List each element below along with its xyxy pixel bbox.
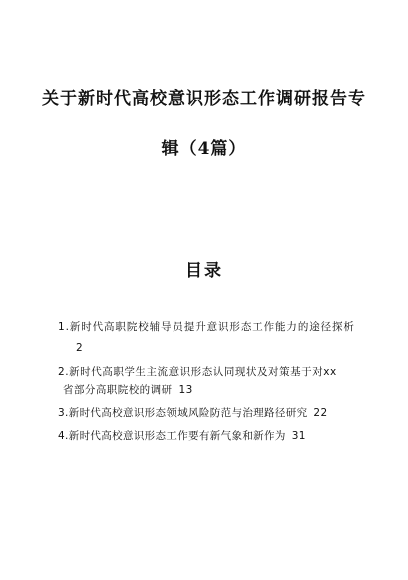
toc-entry-3-title: 3.新时代高校意识形态领域风险防范与治理路径研究 xyxy=(58,407,308,419)
toc-entry-4-title: 4.新时代高校意识形态工作要有新气象和新作为 xyxy=(58,430,286,442)
toc-entry-4[interactable] xyxy=(58,429,306,443)
toc-entry-1[interactable] xyxy=(58,320,355,334)
document-title-line-1: 关于新时代高校意识形态工作调研报告专 xyxy=(42,89,366,109)
toc-entry-2-continuation[interactable] xyxy=(63,383,193,397)
toc-entry-3[interactable] xyxy=(58,406,327,420)
toc-entry-1-page-line[interactable] xyxy=(76,341,83,355)
toc-entry-3-page: 22 xyxy=(313,407,328,419)
toc-entry-2-page: 13 xyxy=(178,384,193,396)
toc-entry-1-page: 2 xyxy=(76,342,83,354)
document-title-line-2: 辑（4篇） xyxy=(161,139,247,159)
toc-entry-1-title: 1.新时代高职院校辅导员提升意识形态工作能力的途径探析 xyxy=(58,321,355,333)
toc-entry-2[interactable] xyxy=(58,365,337,379)
toc-entry-2-title-line-2: 省部分高职院校的调研 xyxy=(63,384,173,396)
toc-heading: 目录 xyxy=(185,261,223,281)
toc-entry-4-page: 31 xyxy=(291,430,306,442)
toc-entry-2-title-line-1: 2.新时代高职学生主流意识形态认同现状及对策基于对xx xyxy=(58,366,337,378)
